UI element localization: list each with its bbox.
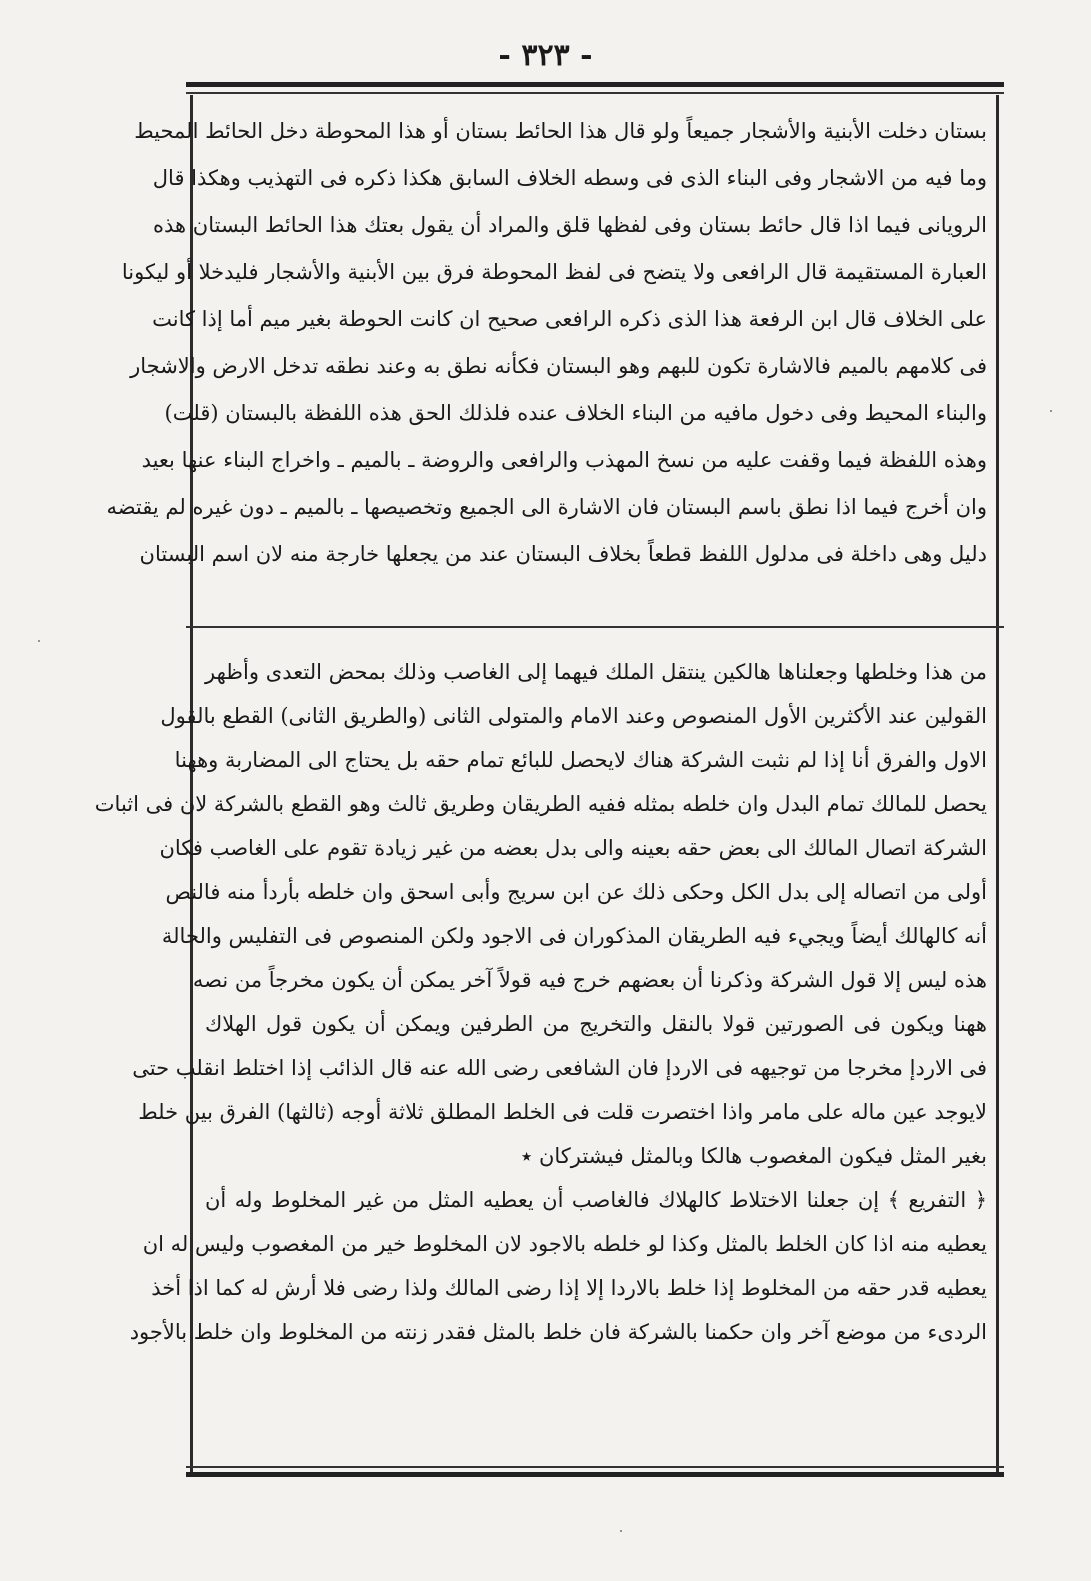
text-line: الردىء من موضع آخر وان حكمنا بالشركة فان خلط بالمثل فقدر زنته من المخلوط وان خلط بالأجود [129,1320,987,1344]
text-line: وان أخرج فيما اذا نطق باسم البستان فان الاشارة الى الجميع وتخصيصها ـ بالميم ـ دون غيره لم يقتضه [106,495,987,519]
text-line: أولى من اتصاله إلى بدل الكل وحكى ذلك عن ابن سريج وأبى اسحق وان خلطه بأردأ منه فالنص [165,880,987,904]
bottom-border-rule [186,1472,1004,1477]
text-line: بستان دخلت الأبنية والأشجار جميعاً ولو قال هذا الحائط بستان أو هذا المحوطة دخل الحائط المحيط [134,119,987,143]
text-line: والبناء المحيط وفى دخول مافيه من البناء الخلاف عنده فلذلك الحق هذه اللفظة بالبستان (قلت) [164,401,987,425]
scan-speck [1050,410,1052,412]
text-line: القولين عند الأكثرين الأول المنصوص وعند الامام والمتولى الثانى (والطريق الثانى) القطع بالقول [160,704,987,728]
text-line: فى الاردإ مخرجا من توجيهه فى الاردإ فان الشافعى رضى الله عنه قال الذائب إذا اختلط انقلب حتى [132,1056,987,1080]
text-line: العبارة المستقيمة قال الرافعى ولا يتضح فى لفظ المحوطة فرق بين الأبنية والأشجار فليدخلا أو ليكونا [121,260,987,284]
top-border-rule [186,82,1004,87]
text-line: لايوجد عين ماله على مامر واذا اختصرت قلت فى الخلط المطلق ثلاثة أوجه (ثالثها) الفرق بين خلط [138,1100,987,1124]
text-line: وهذه اللفظة فيما وقفت عليه من نسخ المهذب والرافعى والروضة ـ بالميم ـ واخراج البناء عنها بعيد [141,448,987,472]
text-line: بغير المثل فيكون المغصوب هالكا وبالمثل فيشتركان ٭ [520,1144,987,1168]
text-line: وما فيه من الاشجار وفى البناء الذى فى وسطه الخلاف السابق هكذا ذكره فى التهذيب وهكذا قال [152,166,987,190]
text-line: ههنا ويكون فى الصورتين قولا بالنقل والتخريج من الطرفين ويمكن أن يكون قول الهلاك [205,1012,987,1036]
scan-speck [620,1530,622,1532]
scan-speck [38,640,40,642]
top-border-inner-rule [186,92,1004,94]
text-line: الشركة اتصال المالك الى بعض حقه بعينه والى بدل بعضه من غير زيادة تقوم على الغاصب فكان [159,836,987,860]
text-line: ﴿ التفريع ﴾ إن جعلنا الاختلاط كالهلاك فالغاصب أن يعطيه المثل من غير المخلوط وله أن [205,1188,987,1212]
lower-text-block [94,650,987,1354]
page-number: - ٣٢٣ - [498,38,593,73]
text-line: فى كلامهم بالميم فالاشارة تكون للبهم وهو البستان فكأنه نطق به وعند نطقه تدخل الارض والاشجار [130,354,987,378]
text-line: من هذا وخلطها وجعلناها هالكين ينتقل الملك فيهما إلى الغاصب وذلك بمحض التعدى وأظهر [205,660,987,684]
text-line: أنه كالهالك أيضاً ويجيء فيه الطريقان المذكوران فى الاجود ولكن المنصوص فى التفليس والحالة [161,924,987,948]
text-line: الرويانى فيما اذا قال حائط بستان وفى لفظها قلق والمراد أن يقول بعتك هذا الحائط البستان هذه [153,213,987,237]
section-divider-rule [186,626,1004,628]
bottom-border-inner-rule [186,1466,1004,1468]
text-line: يعطيه منه اذا كان الخلط بالمثل وكذا لو خلطه بالاجود لان المخلوط خير من المغصوب وليس له ان [142,1232,987,1256]
text-line: على الخلاف قال ابن الرفعة هذا الذى ذكره الرافعى صحيح ان كانت الحوطة بغير ميم أما إذا كانت [152,307,987,331]
text-line: يحصل للمالك تمام البدل وان خلطه بمثله ففيه الطريقان وطريق ثالث وهو القطع بالشركة لان فى اثبات [94,792,987,816]
text-line: يعطيه قدر حقه من المخلوط إذا خلط بالاردا إلا إذا رضى المالك ولذا رضى فلا أرش له كما اذا أخذ [151,1276,987,1300]
upper-text-block [106,108,987,578]
text-line: هذه ليس إلا قول الشركة وذكرنا أن بعضهم خرج فيه قولاً آخر يمكن أن يكون مخرجاً من نصه [192,968,987,992]
frame-right-line [996,95,999,1475]
text-line: الاول والفرق أنا إذا لم نثبت الشركة هناك لايحصل للبائع تمام حقه بل يحتاج الى المضاربة وههنا [174,748,987,772]
text-line: دليل وهى داخلة فى مدلول اللفظ قطعاً بخلاف البستان عند من يجعلها خارجة منه لان اسم البستان [139,542,987,566]
